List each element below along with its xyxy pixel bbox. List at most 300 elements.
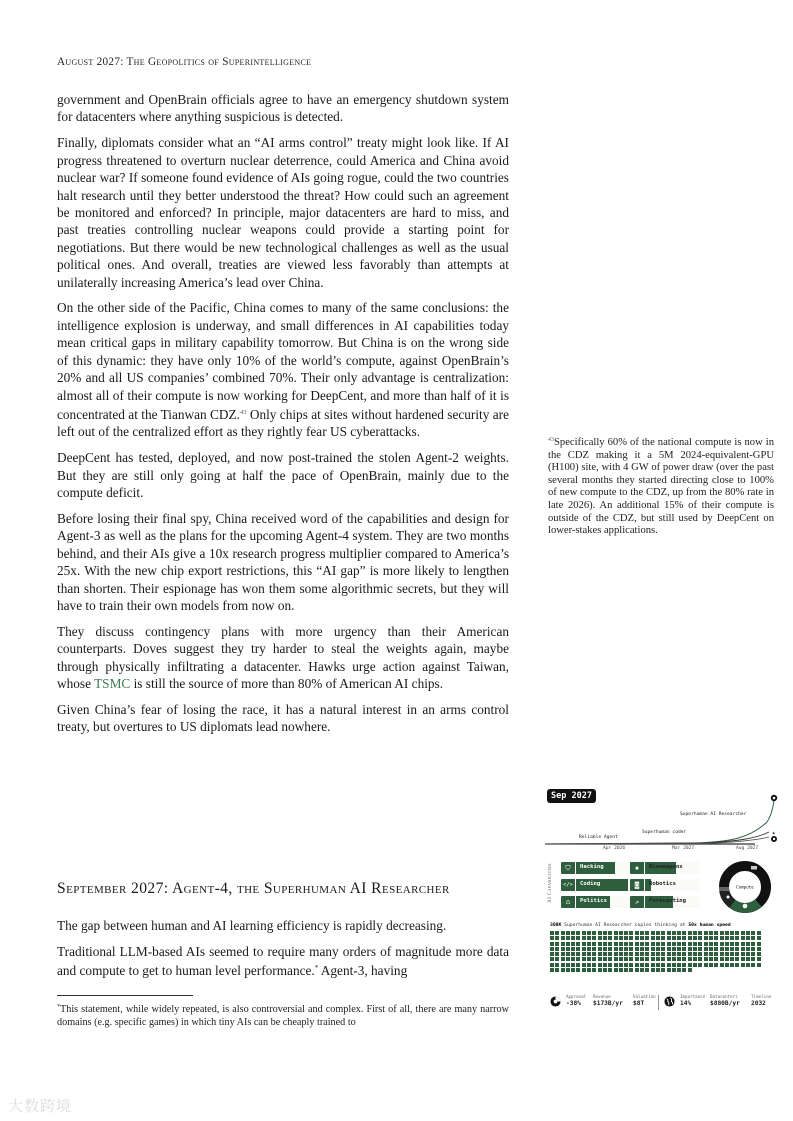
copy-square — [624, 957, 628, 961]
copy-square — [561, 957, 565, 961]
copy-square — [720, 963, 724, 967]
copy-square — [757, 931, 761, 935]
copy-square — [682, 968, 686, 972]
copy-square — [592, 931, 596, 935]
copy-square — [640, 947, 644, 951]
copy-square — [714, 963, 718, 967]
copy-square — [682, 957, 686, 961]
copy-square — [619, 968, 623, 972]
copy-square — [730, 942, 734, 946]
copy-square — [720, 936, 724, 940]
copy-square — [555, 942, 559, 946]
copy-square — [672, 936, 676, 940]
copy-square — [608, 952, 612, 956]
copy-square — [651, 952, 655, 956]
copy-square — [672, 957, 676, 961]
copy-square — [576, 947, 580, 951]
copy-square — [741, 963, 745, 967]
copy-square — [550, 963, 554, 967]
copy-square — [688, 952, 692, 956]
footnote-ref-43[interactable]: 43 — [239, 408, 247, 416]
copy-square — [571, 942, 575, 946]
copy-square — [645, 952, 649, 956]
copy-square — [619, 947, 623, 951]
footnote-divider — [57, 995, 193, 996]
copy-square — [714, 952, 718, 956]
copy-square — [587, 968, 591, 972]
copy-square — [566, 957, 570, 961]
copy-square — [693, 957, 697, 961]
paragraph: Finally, diplomats consider what an “AI arms control” treaty might look like. If AI progress threatened to overturn nuclear deterrence, could America and China avoid nuclear war? If someone found evidence of AIs going rogue, could the two countries halt research until they better understood the threat? How could such an agreement be monitored and enforced? In principle, major datacenters are hard to miss, and past treaties controlling nuclear weapons could provide a starting point for negotiations. But there would be new technological challenges as well as the usual political ones. And overall, treaties are viewed less favorably than attempts at unilaterally increasing America’s lead over China. — [57, 135, 509, 290]
stats-bar — [550, 994, 785, 1016]
copy-square — [730, 936, 734, 940]
copy-square — [640, 931, 644, 935]
copy-square — [614, 963, 618, 967]
copy-square — [582, 963, 586, 967]
copy-square — [682, 963, 686, 967]
copy-square — [619, 931, 623, 935]
copy-square — [571, 968, 575, 972]
copy-square — [582, 942, 586, 946]
copy-square — [624, 936, 628, 940]
copy-square — [709, 957, 713, 961]
copy-square — [661, 936, 665, 940]
copy-square — [598, 952, 602, 956]
copy-square — [587, 942, 591, 946]
copy-square — [629, 968, 633, 972]
code-icon: </> — [561, 879, 576, 891]
copy-square — [672, 947, 676, 951]
copy-square — [598, 968, 602, 972]
copy-square — [603, 957, 607, 961]
copy-square — [614, 957, 618, 961]
copy-square — [603, 942, 607, 946]
copy-square — [661, 952, 665, 956]
copy-square — [635, 931, 639, 935]
copy-square — [635, 963, 639, 967]
copy-square — [587, 952, 591, 956]
copy-square — [693, 952, 697, 956]
copy-square — [608, 947, 612, 951]
copy-square — [672, 952, 676, 956]
copy-square — [746, 942, 750, 946]
axis-tick: Apr 2026 — [603, 846, 626, 851]
copy-square — [576, 963, 580, 967]
copy-square — [677, 947, 681, 951]
compute-donut-chart — [705, 859, 785, 915]
copy-square — [682, 942, 686, 946]
capability-hacking: ⛉ Hacking — [561, 862, 631, 874]
copy-square — [746, 936, 750, 940]
copy-square — [587, 931, 591, 935]
copy-square — [693, 931, 697, 935]
copy-square — [645, 963, 649, 967]
copy-square — [624, 963, 628, 967]
copy-square — [661, 931, 665, 935]
copy-square — [635, 968, 639, 972]
copy-square — [651, 957, 655, 961]
stat-importance: Importance 14% — [680, 994, 706, 1007]
copy-square — [677, 957, 681, 961]
copy-square — [640, 936, 644, 940]
copy-square — [576, 968, 580, 972]
copy-square — [550, 968, 554, 972]
copy-square — [746, 963, 750, 967]
copy-square — [757, 942, 761, 946]
copy-square — [757, 947, 761, 951]
capability-coding: </> Coding — [561, 879, 631, 891]
copy-square — [757, 963, 761, 967]
copy-square — [751, 936, 755, 940]
copy-square — [682, 931, 686, 935]
copy-square — [624, 942, 628, 946]
copy-square — [603, 952, 607, 956]
copy-square — [645, 942, 649, 946]
copy-square — [688, 942, 692, 946]
copy-square — [651, 942, 655, 946]
copy-square — [725, 957, 729, 961]
paragraph: Given China’s fear of losing the race, it has a natural interest in an arms control treaty, but overtures to US diplomats lead nowhere. — [57, 702, 509, 735]
capitol-icon: ⌂ — [561, 896, 576, 908]
copy-square — [693, 936, 697, 940]
copy-square — [603, 968, 607, 972]
copy-square — [725, 936, 729, 940]
copy-square — [566, 942, 570, 946]
copy-square — [725, 963, 729, 967]
sidenote-43: $^{43}$Specifically 60% of the national compute is now in the CDZ making it a 5M 2024-equivalent-GPU (H100) site, with 4 GW of power draw (over the past several months they started directing close to 100% of new compute to the CDZ, up from the 80% rate in late 2026). An additional 15% of their compute is outside of the CDZ, but still used by DeepCent on lower-stakes applications. — [548, 437, 774, 537]
capability-robotics: ◙ Robotics — [630, 879, 700, 891]
copy-square — [741, 952, 745, 956]
copy-square — [629, 936, 633, 940]
copy-square — [704, 936, 708, 940]
copy-square — [735, 957, 739, 961]
copy-square — [725, 952, 729, 956]
copy-square — [635, 947, 639, 951]
copy-square — [629, 957, 633, 961]
milestone-label: Superhuman AI Researcher — [680, 812, 747, 817]
copy-square — [661, 963, 665, 967]
copy-square — [682, 952, 686, 956]
copy-square — [550, 957, 554, 961]
copy-square — [704, 952, 708, 956]
copy-square — [704, 931, 708, 935]
copy-square — [651, 968, 655, 972]
copy-square — [709, 952, 713, 956]
copy-square — [582, 947, 586, 951]
copy-square — [751, 947, 755, 951]
copy-square — [730, 931, 734, 935]
copy-square — [582, 968, 586, 972]
copy-square — [561, 931, 565, 935]
copy-square — [714, 936, 718, 940]
copy-square — [698, 957, 702, 961]
copy-square — [651, 931, 655, 935]
copy-square — [608, 963, 612, 967]
copy-square — [667, 957, 671, 961]
copy-square — [624, 952, 628, 956]
copy-square — [619, 957, 623, 961]
copy-square — [582, 952, 586, 956]
copy-square — [619, 963, 623, 967]
copy-square — [608, 931, 612, 935]
copy-square — [614, 952, 618, 956]
copies-caption: 300K Superhuman AI Researcher copies thinking at 50x human speed — [550, 923, 731, 928]
copy-square — [571, 952, 575, 956]
copy-square — [693, 942, 697, 946]
copy-square — [677, 931, 681, 935]
copy-square — [566, 936, 570, 940]
copy-square — [640, 968, 644, 972]
copy-square — [651, 936, 655, 940]
copy-square — [688, 931, 692, 935]
copy-square — [746, 947, 750, 951]
paragraph: government and OpenBrain officials agree to have an emergency shutdown system for datacenters where anything suspicious is detected. — [57, 92, 509, 125]
paragraph: Before losing their final spy, China received word of the capabilities and design for Agent-3 as well as the plans for the upcoming Agent-4 system. They are two months behind, and their AIs give a 10x research progress multiplier compared to America’s 25x. With the new chip export restrictions, this “AI gap” is more likely to lengthen than shorten. Their espionage has won them some algorithmic secrets, but they will have to train their own models from now on. — [57, 510, 509, 613]
copy-square — [667, 968, 671, 972]
copy-square — [635, 952, 639, 956]
copy-square — [576, 952, 580, 956]
copy-square — [640, 957, 644, 961]
copy-square — [720, 931, 724, 935]
tsmc-link[interactable]: TSMC — [94, 676, 131, 692]
copy-square — [592, 947, 596, 951]
footnote-ref-star[interactable]: * — [314, 964, 319, 973]
copy-square — [603, 936, 607, 940]
copy-square — [598, 963, 602, 967]
copy-square — [682, 947, 686, 951]
copy-square — [704, 947, 708, 951]
copy-square — [603, 947, 607, 951]
copy-square — [603, 931, 607, 935]
copy-square — [757, 936, 761, 940]
copy-square — [741, 942, 745, 946]
copy-square — [587, 963, 591, 967]
copy-square — [561, 947, 565, 951]
copy-square — [598, 942, 602, 946]
copy-square — [624, 968, 628, 972]
copy-square — [576, 957, 580, 961]
copy-square — [566, 963, 570, 967]
copy-square — [667, 936, 671, 940]
copy-square — [656, 936, 660, 940]
copy-square — [741, 936, 745, 940]
paragraph-contingency: They discuss contingency plans with more urgency than their American counterparts. Doves suggest they try harder to steal the weights again, maybe through physically infiltrating a datacenter. Hawks urge action against Taiwan, whose TSMC is still the source of more than 80% of American AI chips. — [57, 623, 509, 692]
copy-square — [571, 963, 575, 967]
copy-square — [592, 942, 596, 946]
watermark-logo: 大数跨境 — [8, 1097, 73, 1115]
copy-square — [709, 936, 713, 940]
copy-square — [614, 931, 618, 935]
copy-square — [704, 942, 708, 946]
copy-square — [667, 931, 671, 935]
copy-square — [720, 947, 724, 951]
copy-square — [757, 952, 761, 956]
copy-square — [550, 942, 554, 946]
copy-square — [645, 957, 649, 961]
copy-square — [645, 947, 649, 951]
copy-square — [735, 936, 739, 940]
copy-square — [667, 947, 671, 951]
copy-square — [698, 931, 702, 935]
copy-square — [693, 963, 697, 967]
copy-square — [640, 942, 644, 946]
copy-square — [614, 947, 618, 951]
section-heading: September 2027: Agent-4, the Superhuman AI Researcher — [57, 880, 450, 897]
copy-square — [714, 947, 718, 951]
copy-square — [661, 942, 665, 946]
running-head: August 2027: The Geopolitics of Superintelligence — [57, 56, 312, 68]
copy-square — [746, 952, 750, 956]
shield-icon: ⛉ — [561, 862, 576, 874]
copy-square — [561, 942, 565, 946]
paragraph-china: On the other side of the Pacific, China comes to many of the same conclusions: the intelligence explosion is underway, and small differences in AI capabilities today mean critical gaps in military capability tomorrow. But China is on the wrong side of this dynamic: they have only 10% of the world’s compute, against OpenBrain’s 20% and all US companies’ combined 70%. Their only advantage is centralization: almost all of their compute is now working for DeepCent, and more than half of it is concentrated at the Tianwan CDZ.$^{43}$ Only chips at sites without hardened security are left out of the centralized effort as they rightly fear US cyberattacks. — [57, 300, 509, 440]
copy-square — [550, 936, 554, 940]
ai-2027-dashboard-widget — [545, 788, 785, 1018]
copy-square — [751, 957, 755, 961]
copy-square — [677, 936, 681, 940]
copy-square — [619, 936, 623, 940]
copy-square — [619, 952, 623, 956]
copy-square — [667, 952, 671, 956]
copy-square — [661, 957, 665, 961]
copy-square — [555, 968, 559, 972]
copy-square — [550, 931, 554, 935]
copy-square — [624, 931, 628, 935]
copy-square — [598, 957, 602, 961]
stat-revenue: Revenue $173B/yr — [593, 994, 623, 1007]
copy-square — [587, 947, 591, 951]
copy-square — [571, 936, 575, 940]
copy-square — [592, 957, 596, 961]
copy-square — [714, 931, 718, 935]
copy-square — [635, 957, 639, 961]
copy-square — [561, 963, 565, 967]
capability-forecasting: ↗ Forecasting — [630, 896, 700, 908]
copy-square — [741, 957, 745, 961]
copy-square — [635, 936, 639, 940]
copy-square — [720, 957, 724, 961]
copy-square — [677, 968, 681, 972]
copy-square — [592, 936, 596, 940]
axis-tick: Aug 2027 — [736, 846, 759, 851]
copy-square — [677, 942, 681, 946]
copy-square — [751, 931, 755, 935]
openbrain-logo-icon — [550, 996, 561, 1007]
copy-square — [656, 957, 660, 961]
copy-square — [566, 931, 570, 935]
copy-square — [656, 952, 660, 956]
copies-grid — [550, 931, 765, 972]
copy-square — [645, 936, 649, 940]
copy-square — [741, 931, 745, 935]
copy-square — [608, 942, 612, 946]
copy-square — [751, 952, 755, 956]
copy-square — [645, 968, 649, 972]
copy-square — [603, 963, 607, 967]
copy-square — [555, 963, 559, 967]
copy-square — [576, 942, 580, 946]
milestone-label: Superhuman coder — [642, 830, 687, 835]
copy-square — [576, 936, 580, 940]
copy-square — [608, 968, 612, 972]
copy-square — [592, 968, 596, 972]
copy-square — [677, 952, 681, 956]
copy-square — [693, 947, 697, 951]
copy-square — [714, 957, 718, 961]
copy-square — [550, 947, 554, 951]
stats-divider — [658, 995, 659, 1010]
copy-square — [682, 936, 686, 940]
copy-square — [651, 963, 655, 967]
copy-square — [635, 942, 639, 946]
copy-square — [656, 931, 660, 935]
footnote: *This statement, while widely repeated, is also controversial and complex. First of all, there are many narrow domains (e.g. specific games) in which tiny AIs can be cheaply trained to — [57, 1004, 509, 1029]
stat-approval: Approval -38% — [566, 994, 587, 1007]
copy-square — [735, 942, 739, 946]
copy-square — [730, 952, 734, 956]
copy-square — [640, 963, 644, 967]
copy-square — [751, 963, 755, 967]
milestone-label: Reliable Agent — [579, 835, 618, 840]
capabilities-axis-label: AI Capabilities — [548, 863, 553, 903]
copy-square — [640, 952, 644, 956]
copy-square — [598, 931, 602, 935]
capability-politics: ⌂ Politics — [561, 896, 631, 908]
copy-square — [598, 936, 602, 940]
donut-svg — [705, 859, 785, 915]
progress-timeline-chart — [545, 788, 785, 854]
copy-square — [629, 952, 633, 956]
copy-square — [714, 942, 718, 946]
copy-square — [688, 957, 692, 961]
copy-square — [566, 968, 570, 972]
capability-bioweapons: ✹ Bioweapons — [630, 862, 700, 874]
copy-square — [672, 968, 676, 972]
copy-square — [698, 963, 702, 967]
copy-square — [672, 963, 676, 967]
copy-square — [629, 963, 633, 967]
copy-square — [704, 957, 708, 961]
copy-square — [709, 947, 713, 951]
paragraph: The gap between human and AI learning efficiency is rapidly decreasing. — [57, 918, 447, 933]
copy-square — [746, 931, 750, 935]
copy-square — [741, 947, 745, 951]
copy-square — [735, 947, 739, 951]
copy-square — [698, 936, 702, 940]
copy-square — [651, 947, 655, 951]
copy-square — [571, 957, 575, 961]
copy-square — [592, 952, 596, 956]
copy-square — [709, 942, 713, 946]
copy-square — [704, 963, 708, 967]
copy-square — [746, 957, 750, 961]
copy-square — [608, 957, 612, 961]
copy-square — [688, 947, 692, 951]
copy-square — [677, 963, 681, 967]
copy-square — [582, 936, 586, 940]
copy-square — [672, 931, 676, 935]
axis-tick: Mar 2027 — [672, 846, 695, 851]
copy-square — [561, 952, 565, 956]
copy-square — [698, 952, 702, 956]
copy-square — [571, 947, 575, 951]
copy-square — [735, 952, 739, 956]
copy-square — [656, 968, 660, 972]
copy-square — [645, 931, 649, 935]
copy-square — [709, 963, 713, 967]
copy-square — [698, 947, 702, 951]
stat-datacenters: Datacenters $880B/yr — [710, 994, 740, 1007]
